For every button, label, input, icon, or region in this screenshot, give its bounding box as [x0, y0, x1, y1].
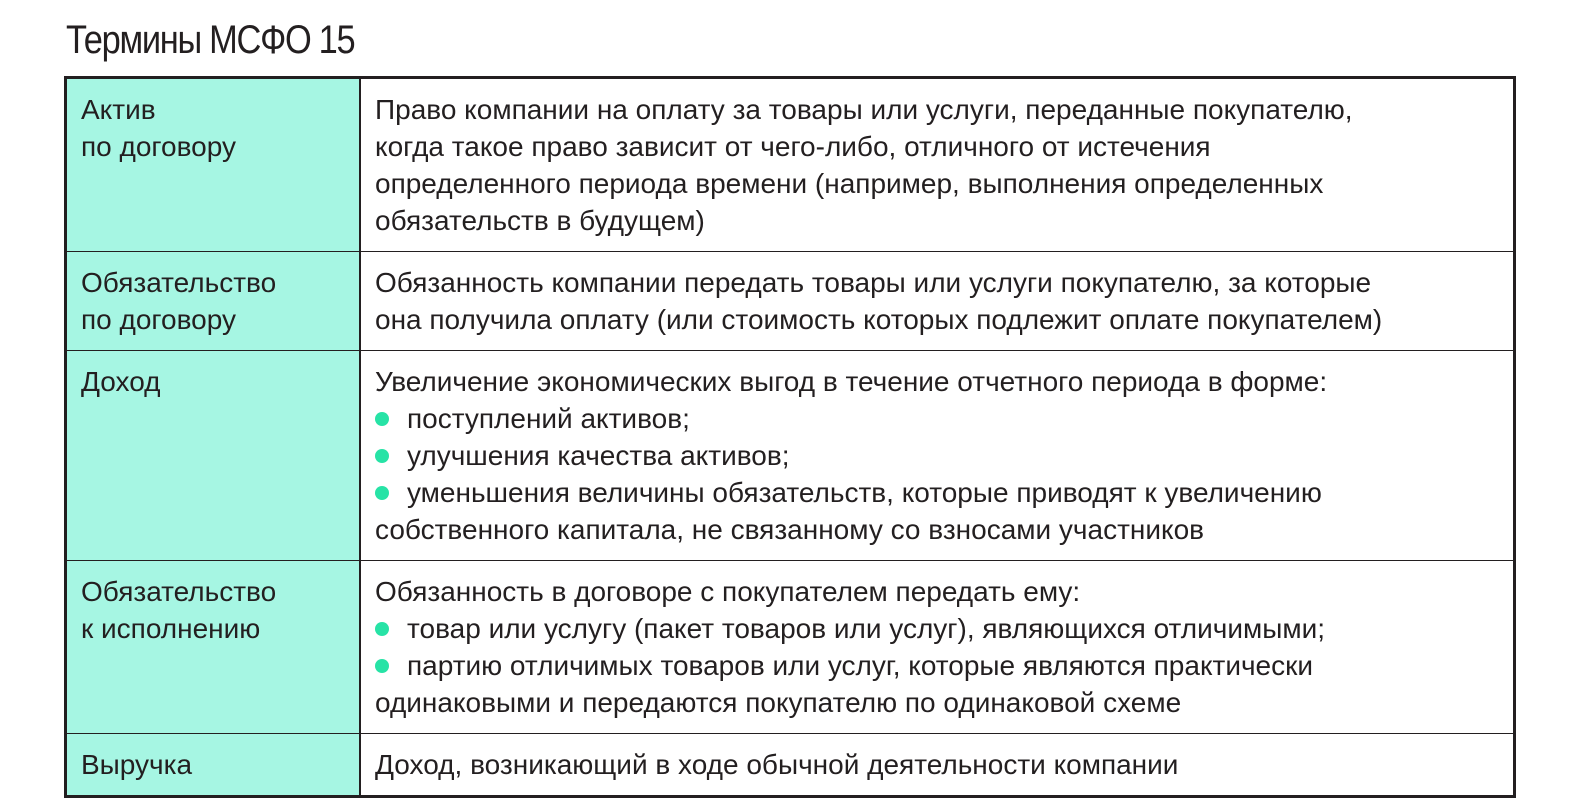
table-row [66, 252, 1515, 351]
bullet-item [375, 400, 1503, 437]
page-title: Термины МСФО 15 [66, 18, 355, 62]
bullet-continuation: одинаковыми и передаются покупателю по одинаковой схеме [375, 687, 1182, 718]
bullet-text: уменьшения величины обязательств, которые приводят к увеличению [407, 477, 1322, 508]
definition-line: она получила оплату (или стоимость которых подлежит оплате покупателем) [375, 304, 1383, 335]
bullet-item [375, 437, 1503, 474]
table-row [66, 561, 1515, 734]
bullet-text: улучшения качества активов; [407, 440, 790, 471]
term-cell: Актив по договору [66, 78, 361, 252]
term-cell: Доход [66, 351, 361, 561]
definition-line: Обязанность компании передать товары или услуги покупателю, за которые [375, 267, 1372, 298]
definition-line: Доход, возникающий в ходе обычной деятельности компании [375, 749, 1179, 780]
definition-cell [360, 351, 1515, 561]
terms-table [64, 76, 1516, 798]
term-cell: Выручка [66, 734, 361, 797]
bullet-item [375, 647, 1503, 684]
definition-line: когда такое право зависит от чего-либо, отличного от истечения [375, 131, 1211, 162]
bullet-icon [375, 449, 389, 463]
bullet-text: поступлений активов; [407, 403, 690, 434]
bullet-icon [375, 412, 389, 426]
bullet-icon [375, 486, 389, 500]
definition-intro: Увеличение экономических выгод в течение отчетного периода в форме: [375, 366, 1328, 397]
bullet-icon [375, 659, 389, 673]
bullet-text: товар или услугу (пакет товаров или услуг), являющихся отличимыми; [407, 613, 1325, 644]
table-row [66, 351, 1515, 561]
bullet-continuation: собственного капитала, не связанному со взносами участников [375, 514, 1205, 545]
definition-cell [360, 734, 1515, 797]
bullet-text: партию отличимых товаров или услуг, которые являются практически [407, 650, 1314, 681]
table-row [66, 78, 1515, 252]
bullet-icon [375, 622, 389, 636]
term-cell: Обязательство к исполнению [66, 561, 361, 734]
bullet-item [375, 610, 1503, 647]
definition-line: обязательств в будущем) [375, 205, 705, 236]
definition-line: Право компании на оплату за товары или услуги, переданные покупателю, [375, 94, 1353, 125]
term-cell: Обязательство по договору [66, 252, 361, 351]
definition-cell [360, 78, 1515, 252]
definition-cell [360, 252, 1515, 351]
table-row [66, 734, 1515, 797]
definition-cell [360, 561, 1515, 734]
definition-intro: Обязанность в договоре с покупателем передать ему: [375, 576, 1081, 607]
definition-line: определенного периода времени (например, выполнения определенных [375, 168, 1324, 199]
bullet-item [375, 474, 1503, 511]
